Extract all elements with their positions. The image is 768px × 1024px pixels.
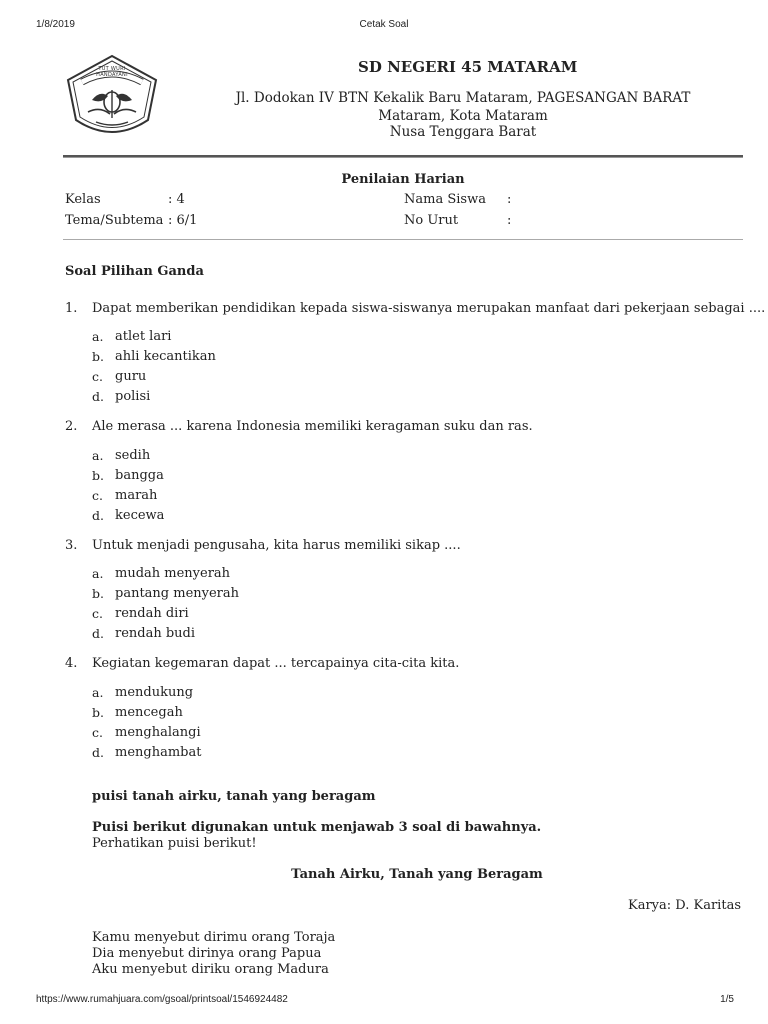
- option-text: atlet lari: [115, 329, 172, 344]
- poem-line: Dia menyebut dirinya orang Papua: [92, 946, 322, 961]
- print-date: 1/8/2019: [36, 19, 75, 30]
- print-page-title: Cetak Soal: [359, 19, 409, 30]
- question-number: 3.: [65, 538, 78, 553]
- option-letter: b.: [92, 349, 104, 364]
- poem-line: Kamu menyebut dirimu orang Toraja: [92, 930, 336, 945]
- option-letter: c.: [92, 725, 103, 740]
- poem-line: Aku menyebut diriku orang Madura: [92, 962, 329, 977]
- no-urut-label: No Urut: [404, 213, 459, 228]
- exam-title: Penilaian Harian: [341, 172, 465, 187]
- option-letter: d.: [92, 745, 104, 760]
- option-text: rendah budi: [115, 626, 196, 641]
- option-text: menghambat: [115, 745, 202, 760]
- school-name: SD NEGERI 45 MATARAM: [358, 58, 578, 76]
- section-title: Soal Pilihan Ganda: [65, 264, 204, 279]
- question-text: Ale merasa ... karena Indonesia memiliki keragaman suku dan ras.: [92, 419, 533, 434]
- logo-motto: TUT WURI HANDAYANI: [96, 66, 128, 78]
- header-divider: [63, 155, 743, 158]
- option-letter: b.: [92, 586, 104, 601]
- school-logo: [62, 52, 162, 142]
- question-text: Untuk menjadi pengusaha, kita harus memiliki sikap ....: [92, 538, 461, 553]
- info-divider: [63, 239, 743, 240]
- poem-author: Karya: D. Karitas: [628, 898, 741, 913]
- option-letter: c.: [92, 606, 103, 621]
- option-letter: a.: [92, 448, 104, 463]
- option-text: guru: [115, 369, 147, 384]
- tema-label: Tema/Subtema: [65, 213, 164, 228]
- option-letter: c.: [92, 369, 103, 384]
- option-text: mendukung: [115, 685, 194, 700]
- school-address-line2: Mataram, Kota Mataram: [378, 108, 548, 124]
- question-text: Kegiatan kegemaran dapat ... tercapainya cita-cita kita.: [92, 656, 460, 671]
- kelas-value: : 4: [168, 192, 185, 207]
- question-number: 1.: [65, 301, 78, 316]
- option-text: pantang menyerah: [115, 586, 240, 601]
- option-letter: b.: [92, 705, 104, 720]
- option-letter: c.: [92, 488, 103, 503]
- option-text: kecewa: [115, 508, 165, 523]
- option-letter: d.: [92, 389, 104, 404]
- nama-siswa-label: Nama Siswa: [404, 192, 486, 207]
- option-text: sedih: [115, 448, 151, 463]
- no-urut-value: :: [507, 213, 512, 228]
- passage-heading: puisi tanah airku, tanah yang beragam: [92, 789, 376, 804]
- passage-instruction: Perhatikan puisi berikut!: [92, 836, 257, 851]
- print-url: https://www.rumahjuara.com/gsoal/printsoal/1546924482: [36, 994, 288, 1005]
- passage-instruction-bold: Puisi berikut digunakan untuk menjawab 3 soal di bawahnya.: [92, 820, 542, 835]
- option-text: menghalangi: [115, 725, 201, 740]
- option-text: mencegah: [115, 705, 183, 720]
- option-letter: d.: [92, 626, 104, 641]
- option-text: ahli kecantikan: [115, 349, 216, 364]
- option-letter: d.: [92, 508, 104, 523]
- option-text: mudah menyerah: [115, 566, 231, 581]
- option-letter: b.: [92, 468, 104, 483]
- tema-value: : 6/1: [168, 213, 198, 228]
- option-text: marah: [115, 488, 158, 503]
- option-letter: a.: [92, 329, 104, 344]
- nama-siswa-value: :: [507, 192, 512, 207]
- kelas-label: Kelas: [65, 192, 101, 207]
- question-number: 4.: [65, 656, 78, 671]
- question-number: 2.: [65, 419, 78, 434]
- option-text: bangga: [115, 468, 164, 483]
- school-address-line3: Nusa Tenggara Barat: [389, 124, 537, 140]
- option-letter: a.: [92, 566, 104, 581]
- option-text: polisi: [115, 389, 151, 404]
- question-text: Dapat memberikan pendidikan kepada siswa-siswanya merupakan manfaat dari pekerjaan sebagai ....: [92, 301, 766, 316]
- poem-title: Tanah Airku, Tanah yang Beragam: [291, 867, 543, 882]
- option-text: rendah diri: [115, 606, 189, 621]
- option-letter: a.: [92, 685, 104, 700]
- school-address-line1: Jl. Dodokan IV BTN Kekalik Baru Mataram, PAGESANGAN BARAT: [235, 90, 691, 106]
- print-page-number: 1/5: [720, 994, 734, 1005]
